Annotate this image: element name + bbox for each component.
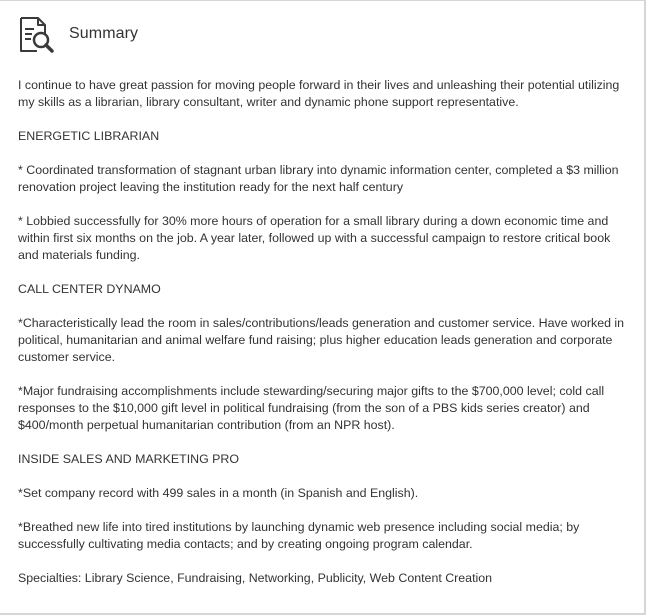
summary-header: [18, 15, 138, 55]
section-heading: INSIDE SALES AND MARKETING PRO: [18, 452, 240, 466]
specialties-line: Specialties: Library Science, Fundraising, Networking, Publicity, Web Content Creation: [18, 571, 493, 585]
document-search-icon: [18, 16, 56, 54]
summary-title: Summary: [69, 25, 139, 42]
section-heading: CALL CENTER DYNAMO: [18, 282, 161, 296]
summary-body: [18, 77, 626, 604]
summary-intro: I continue to have great passion for moving people forward in their lives and unleashing their potential utilizing my skills as a librarian, library consultant, writer and dynamic phone support representative.: [18, 78, 620, 109]
summary-bullet: *Set company record with 499 sales in a month (in Spanish and English).: [18, 486, 419, 500]
summary-bullet: *Characteristically lead the room in sales/contributions/leads generation and customer service. Have worked in political, humanitarian and animal welfare fund raising; plus higher education leads generation and corporate customer service.: [18, 316, 625, 364]
section-heading: ENERGETIC LIBRARIAN: [18, 129, 160, 143]
summary-bullet: *Major fundraising accomplishments include stewarding/securing major gifts to the $700,000 level; cold call responses to the $10,000 gift level in political fundraising (from the son of a PBS kids series creator) and $400/month perpetual humanitarian contribution (from an NPR host).: [18, 384, 605, 432]
summary-bullet: * Coordinated transformation of stagnant urban library into dynamic information center, completed a $3 million renovation project leaving the institution ready for the next half century: [18, 163, 619, 194]
summary-bullet: * Lobbied successfully for 30% more hours of operation for a small library during a down economic time and within first six months on the job. A year later, followed up with a successful campaign to restore critical book and materials funding.: [18, 214, 611, 262]
summary-bullet: *Breathed new life into tired institutions by launching dynamic web presence including social media; by successfully cultivating media contacts; and by creating ongoing program calendar.: [18, 520, 580, 551]
